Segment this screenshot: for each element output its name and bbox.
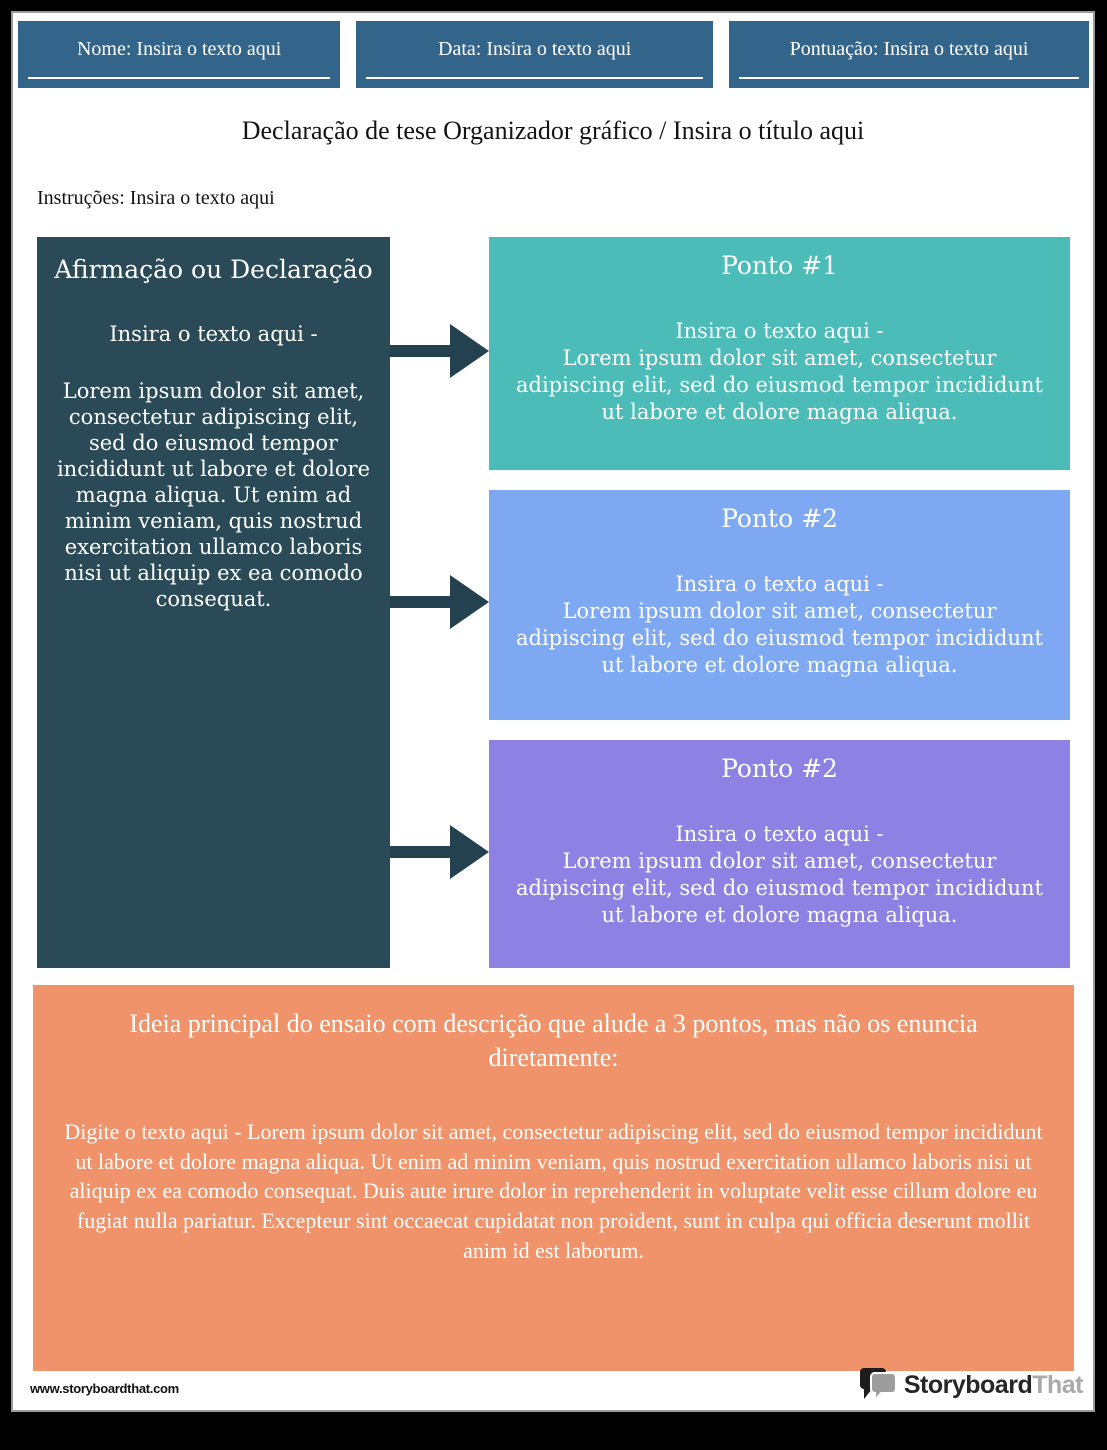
arrow-shaft [390,596,452,608]
point-box-3-title: Ponto #2 [721,754,838,783]
date-field-underline [366,77,703,79]
point-box-2-title: Ponto #2 [721,504,838,533]
point-box-1-placeholder: Insira o texto aqui - [675,319,884,343]
point-box-1-title: Ponto #1 [721,251,838,280]
score-field-underline [739,77,1079,79]
claim-box-placeholder: Insira o texto aqui - [109,322,318,346]
claim-box-title: Afirmação ou Declaração [54,255,373,284]
instructions-text: Instruções: Insira o texto aqui [37,187,275,209]
point-box-1-body [489,318,1070,426]
point-box-2-placeholder: Insira o texto aqui - [675,572,884,596]
arrow-right-icon [390,825,489,879]
logo-text-primary: Storyboard [903,1370,1033,1399]
point-box-3-body [489,821,1070,929]
date-field-label: Data: Insira o texto aqui [438,38,632,60]
arrow-right-icon [390,324,489,378]
point-box-3-placeholder: Insira o texto aqui - [675,822,884,846]
arrow-head [450,575,489,629]
name-field-label: Nome: Insira o texto aqui [76,38,282,60]
main-idea-body: Digite o texto aqui - Lorem ipsum dolor sit amet, consectetur adipiscing elit, sed do eiusmod tempor incididunt ut labore et dolore magna aliqua. Ut enim ad minim veniam, quis nostrud exercitation ullamco laboris nisi ut aliquip ex ea comodo consequat. Duis aute irure dolor in reprehenderit in voluptate velit esse cillum dolore eu fugiat nulla pariatur. Excepteur sint occaecat cupidatat non proident, sunt in culpa qui officia deserunt mollit anim id est laborum. [64,1118,1043,1264]
point-box-3 [489,740,1070,968]
arrow-shaft [390,345,452,357]
logo-text-secondary: That [1032,1370,1083,1399]
page-title: Declaração de tese Organizador gráfico / Insira o título aqui [241,116,865,145]
score-field-label: Pontuação: Insira o texto aqui [789,38,1029,60]
point-box-2-text: Lorem ipsum dolor sit amet, consectetur adipiscing elit, sed do eiusmod tempor incididunt ut labore et dolore magna aliqua. [516,598,1043,677]
date-field [356,21,713,88]
point-box-3-text: Lorem ipsum dolor sit amet, consectetur adipiscing elit, sed do eiusmod tempor incididunt ut labore et dolore magna aliqua. [516,848,1043,927]
storyboardthat-logo [859,1364,1083,1406]
name-field-underline [28,77,330,79]
speech-bubbles-icon [859,1364,899,1406]
main-idea-box [33,985,1074,1371]
point-box-2-body [489,571,1070,679]
worksheet-page [11,11,1095,1412]
arrow-head [450,825,489,879]
point-box-2 [489,490,1070,720]
score-field [729,21,1089,88]
arrow-right-icon [390,575,489,629]
arrow-head [450,324,489,378]
main-idea-title: Ideia principal do ensaio com descrição que alude a 3 pontos, mas não os enuncia diretamente: [129,1009,978,1072]
website-url: www.storyboardthat.com [30,1381,179,1396]
arrow-shaft [390,846,452,858]
name-field [18,21,340,88]
claim-statement-box [37,237,390,968]
point-box-1-text: Lorem ipsum dolor sit amet, consectetur adipiscing elit, sed do eiusmod tempor incididunt ut labore et dolore magna aliqua. [516,345,1043,424]
claim-box-body: Lorem ipsum dolor sit amet, consectetur adipiscing elit, sed do eiusmod tempor incididunt ut labore et dolore magna aliqua. Ut enim ad minim veniam, quis nostrud exercitation ullamco laboris nisi ut aliquip ex ea comodo consequat. [56,379,371,612]
point-box-1 [489,237,1070,470]
header-row [18,21,1089,88]
